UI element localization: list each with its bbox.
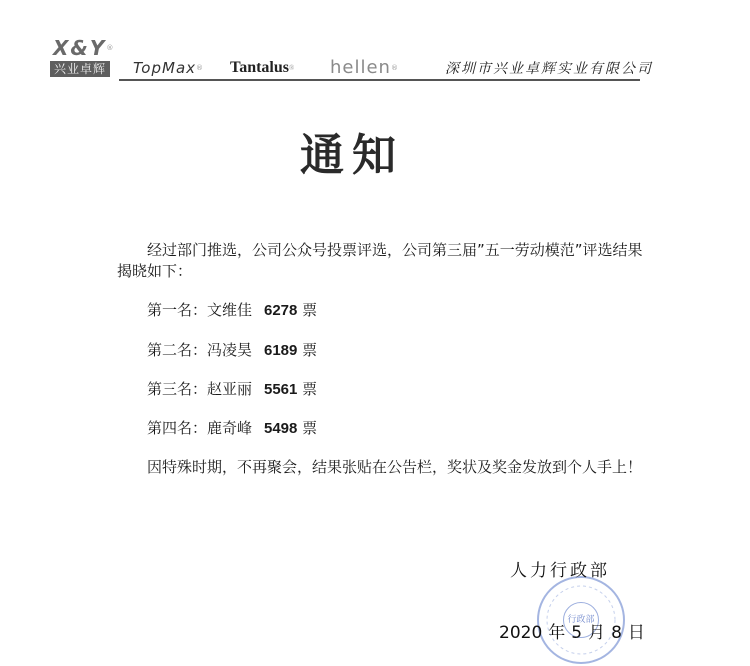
registered-mark: ®: [106, 44, 116, 52]
document-title: 通知: [300, 130, 404, 181]
xy-logo-cn: 兴业卓辉: [50, 61, 110, 77]
brand-tantalus-name: Tantalus: [230, 59, 289, 76]
xy-logo-text: X&Y: [53, 36, 107, 60]
vote-count: 6278: [264, 302, 298, 319]
brand-hellen-name: hellen: [330, 57, 391, 78]
ranking-label: 第三名：赵亚丽: [147, 380, 253, 398]
brand-topmax-name: TopMax: [133, 59, 197, 77]
xy-logo: [53, 38, 115, 58]
company-name: 深圳市兴业卓辉实业有限公司: [445, 61, 653, 77]
ranking-row-3: [147, 378, 317, 401]
vote-count: 6189: [264, 342, 298, 359]
closing-paragraph: 因特殊时期，不再聚会，结果张贴在公告栏，奖状及奖金发放到个人手上！: [147, 458, 643, 476]
ranking-label: 第二名：冯凌昊: [147, 341, 253, 359]
registered-mark: ®: [196, 64, 205, 72]
intro-paragraph-line1: 经过部门推选，公司公众号投票评选，公司第三届”五一劳动模范”评选结果: [147, 241, 643, 259]
date-year-unit: 年: [548, 623, 566, 643]
vote-unit: 票: [302, 341, 318, 359]
brand-topmax: [133, 58, 204, 78]
vote-unit: 票: [302, 301, 318, 319]
vote-unit: 票: [302, 419, 318, 437]
date-day-unit: 日: [627, 623, 645, 643]
header-divider: [119, 79, 640, 81]
brand-tantalus: [230, 58, 294, 78]
date-month: 5: [571, 623, 583, 643]
intro-paragraph-line2: 揭晓如下：: [117, 262, 193, 280]
date-month-unit: 月: [588, 623, 606, 643]
issue-date: [499, 618, 651, 643]
ranking-row-2: [147, 339, 317, 362]
brand-hellen: [330, 58, 399, 78]
ranking-label: 第四名：鹿奇峰: [147, 419, 253, 437]
registered-mark: ®: [390, 64, 399, 72]
date-day: 8: [611, 623, 622, 643]
ranking-row-1: [147, 299, 317, 322]
seal-center-text: 行政部: [563, 602, 599, 638]
ranking-label: 第一名：文维佳: [147, 301, 253, 319]
vote-count: 5498: [264, 420, 298, 437]
vote-unit: 票: [302, 380, 318, 398]
registered-mark: ®: [289, 64, 295, 72]
date-year: 2020: [499, 623, 543, 643]
issuing-department: 人力行政部: [510, 561, 610, 581]
ranking-row-4: [147, 417, 317, 440]
vote-count: 5561: [264, 381, 298, 398]
